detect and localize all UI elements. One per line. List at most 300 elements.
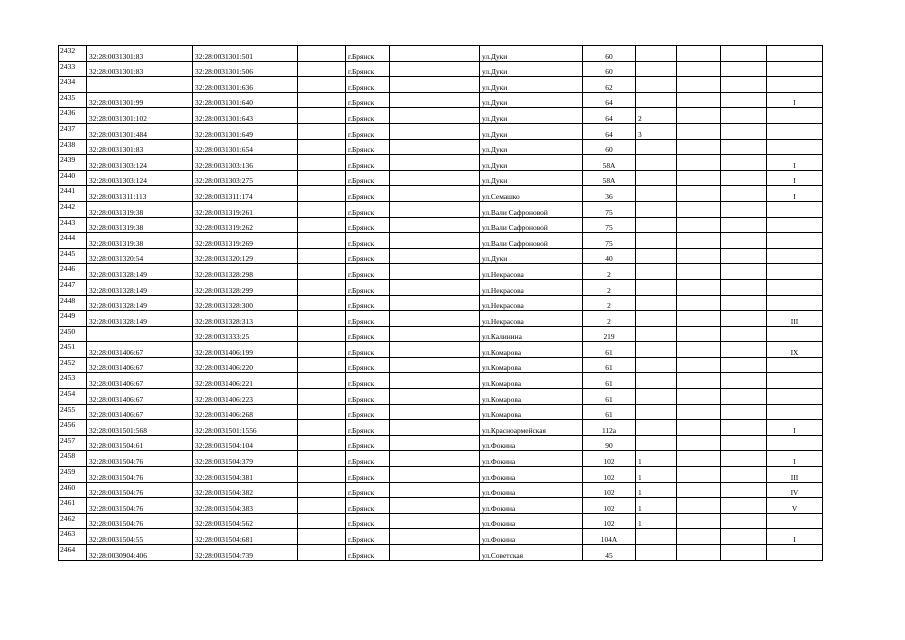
house-cell: 64 — [583, 123, 636, 139]
city-cell: г.Брянск — [346, 233, 390, 249]
city-cell: г.Брянск — [346, 545, 390, 561]
empty-cell — [721, 451, 767, 467]
parcel-number-cell: 32:28:0031406:67 — [87, 389, 193, 405]
house-cell: 64 — [583, 108, 636, 124]
object-number-cell: 32:28:0031504:739 — [193, 545, 298, 561]
empty-cell — [390, 420, 480, 436]
object-number-cell: 32:28:0031319:262 — [193, 217, 298, 233]
row-number-cell: 2432 — [59, 46, 87, 62]
street-cell: ул.Комарова — [480, 342, 583, 358]
building-cell — [636, 217, 677, 233]
object-number-cell: 32:28:0031406:221 — [193, 373, 298, 389]
empty-cell — [721, 373, 767, 389]
parcel-number-cell: 32:28:0031301:83 — [87, 139, 193, 155]
premises-cell — [767, 233, 823, 249]
premises-cell — [767, 139, 823, 155]
object-number-cell: 32:28:0031303:136 — [193, 155, 298, 171]
empty-cell — [298, 264, 346, 280]
row-number-cell: 2433 — [59, 61, 87, 77]
building-cell — [636, 233, 677, 249]
city-cell: г.Брянск — [346, 61, 390, 77]
empty-cell — [677, 108, 721, 124]
row-number-cell: 2447 — [59, 279, 87, 295]
building-cell — [636, 201, 677, 217]
street-cell: ул.Советская — [480, 545, 583, 561]
house-cell: 104А — [583, 529, 636, 545]
city-cell: г.Брянск — [346, 435, 390, 451]
premises-cell: III — [767, 467, 823, 483]
parcel-number-cell: 32:28:0031504:76 — [87, 482, 193, 498]
object-number-cell: 32:28:0031501:1556 — [193, 420, 298, 436]
empty-cell — [721, 420, 767, 436]
parcel-number-cell: 32:28:0031501:568 — [87, 420, 193, 436]
street-cell: ул.Некрасова — [480, 311, 583, 327]
empty-cell — [721, 233, 767, 249]
empty-cell — [677, 248, 721, 264]
building-cell — [636, 170, 677, 186]
empty-cell — [390, 326, 480, 342]
street-cell: ул.Дуки — [480, 170, 583, 186]
empty-cell — [390, 295, 480, 311]
house-cell: 75 — [583, 233, 636, 249]
street-cell: ул.Вали Сафроновой — [480, 233, 583, 249]
empty-cell — [298, 389, 346, 405]
house-cell: 102 — [583, 467, 636, 483]
table-row — [59, 357, 823, 373]
premises-cell — [767, 201, 823, 217]
empty-cell — [298, 186, 346, 202]
city-cell: г.Брянск — [346, 513, 390, 529]
premises-cell — [767, 545, 823, 561]
house-cell: 60 — [583, 46, 636, 62]
parcel-number-cell: 32:28:0031319:38 — [87, 217, 193, 233]
row-number-cell: 2448 — [59, 295, 87, 311]
building-cell — [636, 373, 677, 389]
empty-cell — [298, 357, 346, 373]
street-cell: ул.Семашко — [480, 186, 583, 202]
parcel-number-cell: 32:28:0031406:67 — [87, 342, 193, 358]
premises-cell: I — [767, 529, 823, 545]
building-cell — [636, 248, 677, 264]
city-cell: г.Брянск — [346, 420, 390, 436]
empty-cell — [390, 217, 480, 233]
empty-cell — [298, 170, 346, 186]
row-number-cell: 2462 — [59, 513, 87, 529]
building-cell: 2 — [636, 108, 677, 124]
empty-cell — [677, 498, 721, 514]
street-cell: ул.Комарова — [480, 389, 583, 405]
house-cell: 75 — [583, 217, 636, 233]
empty-cell — [390, 155, 480, 171]
table-row — [59, 233, 823, 249]
object-number-cell: 32:28:0031504:381 — [193, 467, 298, 483]
city-cell: г.Брянск — [346, 498, 390, 514]
parcel-number-cell: 32:28:0031406:67 — [87, 373, 193, 389]
street-cell: ул.Дуки — [480, 123, 583, 139]
table-row — [59, 186, 823, 202]
empty-cell — [721, 357, 767, 373]
object-number-cell: 32:28:0031328:298 — [193, 264, 298, 280]
empty-cell — [298, 435, 346, 451]
empty-cell — [721, 529, 767, 545]
empty-cell — [298, 217, 346, 233]
street-cell: ул.Фокина — [480, 498, 583, 514]
empty-cell — [721, 326, 767, 342]
empty-cell — [298, 373, 346, 389]
empty-cell — [298, 295, 346, 311]
row-number-cell: 2441 — [59, 186, 87, 202]
street-cell: ул.Некрасова — [480, 295, 583, 311]
parcel-number-cell: 32:28:0031504:76 — [87, 451, 193, 467]
empty-cell — [390, 404, 480, 420]
empty-cell — [390, 529, 480, 545]
city-cell: г.Брянск — [346, 357, 390, 373]
empty-cell — [390, 451, 480, 467]
empty-cell — [390, 342, 480, 358]
table-row — [59, 529, 823, 545]
city-cell: г.Брянск — [346, 123, 390, 139]
row-number-cell: 2453 — [59, 373, 87, 389]
table-row — [59, 482, 823, 498]
object-number-cell: 32:28:0031333:25 — [193, 326, 298, 342]
empty-cell — [677, 295, 721, 311]
parcel-number-cell — [87, 77, 193, 93]
parcel-number-cell: 32:28:0031311:113 — [87, 186, 193, 202]
empty-cell — [298, 513, 346, 529]
parcel-number-cell: 32:28:0031303:124 — [87, 170, 193, 186]
empty-cell — [298, 248, 346, 264]
row-number-cell: 2434 — [59, 77, 87, 93]
street-cell: ул.Комарова — [480, 373, 583, 389]
house-cell: 64 — [583, 92, 636, 108]
house-cell: 90 — [583, 435, 636, 451]
house-cell: 112а — [583, 420, 636, 436]
empty-cell — [677, 61, 721, 77]
empty-cell — [677, 529, 721, 545]
empty-cell — [390, 357, 480, 373]
empty-cell — [298, 529, 346, 545]
premises-cell — [767, 357, 823, 373]
empty-cell — [298, 46, 346, 62]
city-cell: г.Брянск — [346, 311, 390, 327]
row-number-cell: 2460 — [59, 482, 87, 498]
empty-cell — [721, 435, 767, 451]
street-cell: ул.Фокина — [480, 529, 583, 545]
empty-cell — [721, 311, 767, 327]
premises-cell — [767, 217, 823, 233]
object-number-cell: 32:28:0031406:199 — [193, 342, 298, 358]
empty-cell — [721, 498, 767, 514]
empty-cell — [677, 279, 721, 295]
street-cell: ул.Красноармейская — [480, 420, 583, 436]
empty-cell — [677, 170, 721, 186]
row-number-cell: 2456 — [59, 420, 87, 436]
object-number-cell: 32:28:0031320:129 — [193, 248, 298, 264]
empty-cell — [677, 342, 721, 358]
house-cell: 102 — [583, 482, 636, 498]
object-number-cell: 32:28:0031504:681 — [193, 529, 298, 545]
empty-cell — [721, 186, 767, 202]
empty-cell — [677, 155, 721, 171]
city-cell: г.Брянск — [346, 155, 390, 171]
empty-cell — [677, 373, 721, 389]
empty-cell — [721, 139, 767, 155]
building-cell — [636, 186, 677, 202]
row-number-cell: 2437 — [59, 123, 87, 139]
table-row — [59, 467, 823, 483]
empty-cell — [677, 467, 721, 483]
premises-cell — [767, 389, 823, 405]
building-cell — [636, 279, 677, 295]
street-cell: ул.Фокина — [480, 435, 583, 451]
building-cell — [636, 92, 677, 108]
table-row — [59, 248, 823, 264]
row-number-cell: 2436 — [59, 108, 87, 124]
empty-cell — [390, 513, 480, 529]
premises-cell — [767, 373, 823, 389]
building-cell — [636, 61, 677, 77]
premises-cell — [767, 123, 823, 139]
street-cell: ул.Некрасова — [480, 279, 583, 295]
object-number-cell: 32:28:0031301:501 — [193, 46, 298, 62]
city-cell: г.Брянск — [346, 77, 390, 93]
empty-cell — [721, 467, 767, 483]
parcel-number-cell: 32:28:0031328:149 — [87, 311, 193, 327]
row-number-cell: 2435 — [59, 92, 87, 108]
empty-cell — [677, 139, 721, 155]
empty-cell — [721, 123, 767, 139]
building-cell — [636, 311, 677, 327]
empty-cell — [721, 46, 767, 62]
building-cell — [636, 77, 677, 93]
empty-cell — [390, 77, 480, 93]
parcel-number-cell: 32:28:0031301:83 — [87, 46, 193, 62]
street-cell: ул.Калинина — [480, 326, 583, 342]
cadastre-table — [58, 45, 823, 561]
house-cell: 2 — [583, 295, 636, 311]
house-cell: 102 — [583, 513, 636, 529]
empty-cell — [298, 108, 346, 124]
premises-cell — [767, 61, 823, 77]
table-row — [59, 311, 823, 327]
empty-cell — [298, 233, 346, 249]
empty-cell — [721, 513, 767, 529]
row-number-cell: 2443 — [59, 217, 87, 233]
row-number-cell: 2452 — [59, 357, 87, 373]
premises-cell — [767, 435, 823, 451]
street-cell: ул.Дуки — [480, 139, 583, 155]
house-cell: 2 — [583, 279, 636, 295]
city-cell: г.Брянск — [346, 279, 390, 295]
table-row — [59, 373, 823, 389]
city-cell: г.Брянск — [346, 404, 390, 420]
city-cell: г.Брянск — [346, 482, 390, 498]
building-cell: 1 — [636, 451, 677, 467]
empty-cell — [390, 279, 480, 295]
empty-cell — [677, 545, 721, 561]
row-number-cell: 2459 — [59, 467, 87, 483]
house-cell: 2 — [583, 264, 636, 280]
premises-cell: IX — [767, 342, 823, 358]
empty-cell — [390, 92, 480, 108]
object-number-cell: 32:28:0031328:313 — [193, 311, 298, 327]
building-cell: 1 — [636, 513, 677, 529]
table-row — [59, 545, 823, 561]
empty-cell — [298, 201, 346, 217]
house-cell: 58А — [583, 170, 636, 186]
empty-cell — [390, 311, 480, 327]
row-number-cell: 2464 — [59, 545, 87, 561]
empty-cell — [677, 357, 721, 373]
empty-cell — [677, 311, 721, 327]
table-body — [59, 46, 823, 561]
premises-cell: IV — [767, 482, 823, 498]
building-cell — [636, 420, 677, 436]
city-cell: г.Брянск — [346, 451, 390, 467]
empty-cell — [390, 201, 480, 217]
empty-cell — [298, 545, 346, 561]
premises-cell — [767, 513, 823, 529]
table-row — [59, 155, 823, 171]
table-row — [59, 201, 823, 217]
row-number-cell: 2450 — [59, 326, 87, 342]
premises-cell: I — [767, 92, 823, 108]
empty-cell — [298, 342, 346, 358]
row-number-cell: 2438 — [59, 139, 87, 155]
street-cell: ул.Дуки — [480, 108, 583, 124]
city-cell: г.Брянск — [346, 201, 390, 217]
street-cell: ул.Дуки — [480, 92, 583, 108]
building-cell: 1 — [636, 482, 677, 498]
empty-cell — [721, 92, 767, 108]
table-row — [59, 139, 823, 155]
premises-cell: V — [767, 498, 823, 514]
city-cell: г.Брянск — [346, 92, 390, 108]
empty-cell — [298, 139, 346, 155]
empty-cell — [298, 279, 346, 295]
empty-cell — [390, 373, 480, 389]
object-number-cell: 32:28:0031301:654 — [193, 139, 298, 155]
parcel-number-cell: 32:28:0031406:67 — [87, 357, 193, 373]
building-cell — [636, 295, 677, 311]
city-cell: г.Брянск — [346, 389, 390, 405]
row-number-cell: 2439 — [59, 155, 87, 171]
table-row — [59, 498, 823, 514]
parcel-number-cell — [87, 326, 193, 342]
empty-cell — [721, 342, 767, 358]
empty-cell — [390, 139, 480, 155]
city-cell: г.Брянск — [346, 108, 390, 124]
house-cell: 75 — [583, 201, 636, 217]
premises-cell: I — [767, 186, 823, 202]
row-number-cell: 2449 — [59, 311, 87, 327]
empty-cell — [677, 513, 721, 529]
street-cell: ул.Фокина — [480, 513, 583, 529]
house-cell: 60 — [583, 61, 636, 77]
city-cell: г.Брянск — [346, 467, 390, 483]
street-cell: ул.Вали Сафроновой — [480, 217, 583, 233]
empty-cell — [390, 482, 480, 498]
empty-cell — [721, 108, 767, 124]
house-cell: 61 — [583, 342, 636, 358]
empty-cell — [721, 264, 767, 280]
empty-cell — [721, 389, 767, 405]
building-cell — [636, 389, 677, 405]
table-row — [59, 46, 823, 62]
table-row — [59, 170, 823, 186]
building-cell — [636, 357, 677, 373]
street-cell: ул.Дуки — [480, 46, 583, 62]
row-number-cell: 2458 — [59, 451, 87, 467]
parcel-number-cell: 32:28:0031301:484 — [87, 123, 193, 139]
premises-cell — [767, 326, 823, 342]
premises-cell: I — [767, 451, 823, 467]
object-number-cell: 32:28:0031504:379 — [193, 451, 298, 467]
city-cell: г.Брянск — [346, 46, 390, 62]
building-cell — [636, 545, 677, 561]
street-cell: ул.Дуки — [480, 77, 583, 93]
city-cell: г.Брянск — [346, 248, 390, 264]
object-number-cell: 32:28:0031504:104 — [193, 435, 298, 451]
empty-cell — [677, 233, 721, 249]
empty-cell — [721, 170, 767, 186]
empty-cell — [677, 46, 721, 62]
house-cell: 61 — [583, 404, 636, 420]
object-number-cell: 32:28:0031406:223 — [193, 389, 298, 405]
empty-cell — [721, 545, 767, 561]
city-cell: г.Брянск — [346, 217, 390, 233]
empty-cell — [677, 217, 721, 233]
empty-cell — [677, 435, 721, 451]
empty-cell — [721, 295, 767, 311]
row-number-cell: 2440 — [59, 170, 87, 186]
street-cell: ул.Дуки — [480, 248, 583, 264]
premises-cell — [767, 264, 823, 280]
empty-cell — [298, 155, 346, 171]
row-number-cell: 2463 — [59, 529, 87, 545]
table-row — [59, 108, 823, 124]
city-cell: г.Брянск — [346, 186, 390, 202]
building-cell — [636, 326, 677, 342]
building-cell — [636, 529, 677, 545]
building-cell — [636, 342, 677, 358]
empty-cell — [390, 467, 480, 483]
empty-cell — [298, 77, 346, 93]
empty-cell — [390, 123, 480, 139]
empty-cell — [298, 92, 346, 108]
empty-cell — [677, 201, 721, 217]
parcel-number-cell: 32:28:0031301:102 — [87, 108, 193, 124]
building-cell — [636, 264, 677, 280]
premises-cell: I — [767, 155, 823, 171]
object-number-cell: 32:28:0031328:299 — [193, 279, 298, 295]
parcel-number-cell: 32:28:0031303:124 — [87, 155, 193, 171]
house-cell: 2 — [583, 311, 636, 327]
building-cell: 1 — [636, 467, 677, 483]
empty-cell — [721, 77, 767, 93]
object-number-cell: 32:28:0031301:643 — [193, 108, 298, 124]
empty-cell — [721, 155, 767, 171]
parcel-number-cell: 32:28:0031504:61 — [87, 435, 193, 451]
empty-cell — [390, 46, 480, 62]
street-cell: ул.Дуки — [480, 155, 583, 171]
row-number-cell: 2442 — [59, 201, 87, 217]
empty-cell — [390, 248, 480, 264]
table-row — [59, 92, 823, 108]
empty-cell — [390, 233, 480, 249]
empty-cell — [298, 482, 346, 498]
building-cell: 3 — [636, 123, 677, 139]
